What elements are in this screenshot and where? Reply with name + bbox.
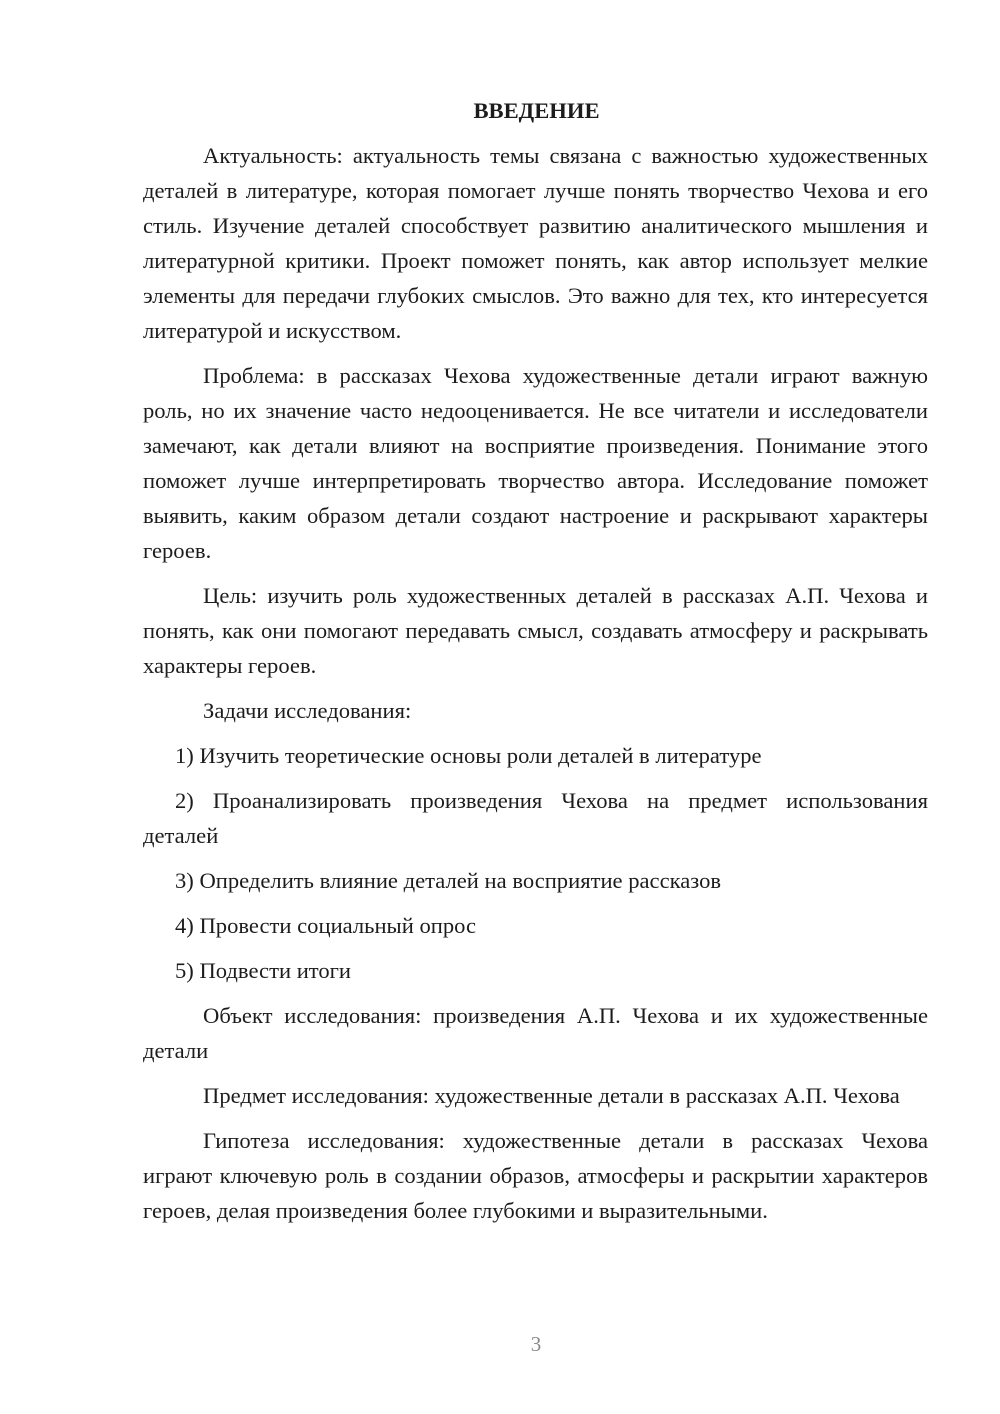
task-item-3: 3) Определить влияние деталей на восприятие рассказов — [175, 868, 722, 893]
problem-paragraph: Проблема: в рассказах Чехова художественные детали играют важную роль, но их значение часто недооценивается. Не все читатели и исследователи замечают, как детали влияют на восприятие произведения. Понимание этого поможет лучше интерпретировать творчество автора. Исследование поможет выявить, каким образом детали создают настроение и раскрывают характеры героев. — [143, 363, 928, 563]
task-item-1: 1) Изучить теоретические основы роли деталей в литературе — [175, 743, 762, 768]
relevance-paragraph: Актуальность: актуальность темы связана с важностью художественных деталей в литературе, которая помогает лучше понять творчество Чехова и его стиль. Изучение деталей способствует развитию аналитического мышления и литературной критики. Проект поможет понять, как автор использует мелкие элементы для передачи глубоких смыслов. Это важно для тех, кто интересуется литературой и искусством. — [143, 143, 928, 343]
page-body — [143, 93, 928, 1228]
goal-paragraph: Цель: изучить роль художественных деталей в рассказах А.П. Чехова и понять, как они помогают передавать смысл, создавать атмосферу и раскрывать характеры героев. — [143, 583, 928, 678]
tasks-heading: Задачи исследования: — [203, 698, 412, 723]
subject-paragraph: Предмет исследования: художественные детали в рассказах А.П. Чехова — [203, 1083, 900, 1108]
task-item-5: 5) Подвести итоги — [175, 958, 352, 983]
page-number: 3 — [530, 1332, 542, 1356]
hypothesis-paragraph: Гипотеза исследования: художественные детали в рассказах Чехова играют ключевую роль в создании образов, атмосферы и раскрытии характеров героев, делая произведения более глубокими и выразительными. — [143, 1128, 928, 1223]
task-item-4: 4) Провести социальный опрос — [175, 913, 477, 938]
object-paragraph: Объект исследования: произведения А.П. Чехова и их художественные детали — [143, 1003, 928, 1063]
task-item-2: 2) Проанализировать произведения Чехова на предмет использования деталей — [143, 788, 928, 848]
page-title: ВВЕДЕНИЕ — [473, 98, 600, 123]
